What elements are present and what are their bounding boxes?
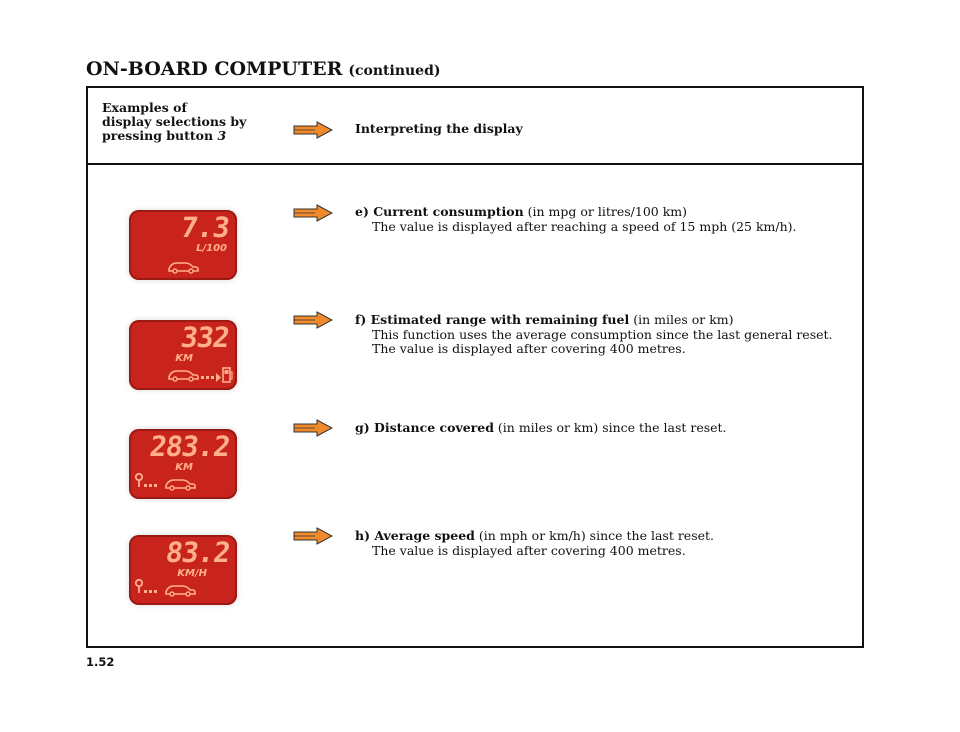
- flag-icon: [136, 474, 157, 487]
- column-header-line: Examples of: [102, 100, 187, 115]
- lcd-value: 7.3: [179, 211, 232, 244]
- arrow-icon: [293, 527, 333, 545]
- entry-label: e) Current consumption: [355, 204, 524, 219]
- lcd-value: 83.2: [163, 536, 232, 569]
- entry-current-consumption: [355, 205, 855, 234]
- lcd-display-distance: [129, 429, 237, 499]
- lcd-unit: KM: [175, 462, 193, 473]
- column-header-examples: [102, 101, 272, 143]
- entry-label: g) Distance covered: [355, 420, 494, 435]
- entry-label: h) Average speed: [355, 528, 475, 543]
- car-icon: [169, 371, 198, 381]
- fuel-pump-icon: [223, 368, 232, 382]
- entry-description: The value is displayed after covering 400 metres.: [372, 341, 686, 356]
- entry-suffix: (in miles or km): [629, 312, 734, 327]
- entry-suffix: (in mph or km/h) since the last reset.: [474, 528, 715, 543]
- button-reference: 3: [217, 128, 227, 143]
- page-title-suffix: (continued): [348, 63, 441, 79]
- distance-icons: [129, 429, 237, 499]
- lcd-unit: KM: [175, 353, 193, 364]
- arrow-icon: [293, 204, 333, 222]
- lcd-value: 332: [179, 321, 232, 354]
- car-icon: [166, 480, 195, 490]
- column-header-line: display selections by: [102, 114, 247, 129]
- arrow-icon: [293, 311, 333, 329]
- lcd-unit: L/100: [196, 243, 227, 254]
- entry-distance-covered: [355, 421, 855, 436]
- range-icons: [129, 320, 237, 390]
- lcd-unit: KM/H: [177, 568, 207, 579]
- flag-icon: [136, 580, 157, 593]
- entry-description: This function uses the average consumption since the last general reset.: [372, 326, 833, 342]
- entry-suffix: (in mpg or litres/100 km): [523, 204, 688, 219]
- entry-suffix: (in miles or km) since the last reset.: [493, 420, 727, 435]
- lcd-display-consumption: [129, 210, 237, 280]
- column-header-text: pressing button: [102, 128, 214, 143]
- entry-description: The value is displayed after covering 400 metres.: [372, 542, 686, 558]
- entry-average-speed: [355, 529, 855, 558]
- page-title-text: ON-BOARD COMPUTER: [86, 58, 343, 80]
- entry-title-line: [355, 421, 855, 436]
- entry-title-line: [355, 313, 855, 328]
- entry-estimated-range: [355, 313, 855, 357]
- car-icon: [166, 586, 195, 596]
- arrow-icon: [293, 419, 333, 437]
- speed-icons: [129, 535, 237, 605]
- header-divider: [86, 163, 864, 165]
- entry-title-line: [355, 529, 855, 544]
- lcd-display-average-speed: [129, 535, 237, 605]
- lcd-display-range: [129, 320, 237, 390]
- page-number: 1.52: [86, 655, 115, 669]
- car-icon: [129, 210, 237, 280]
- column-header-interpreting: Interpreting the display: [355, 121, 523, 136]
- arrow-icon: [293, 121, 333, 139]
- entry-label: f) Estimated range with remaining fuel: [355, 312, 630, 327]
- entry-title-line: [355, 205, 855, 220]
- entry-description: The value is displayed after reaching a speed of 15 mph (25 km/h).: [372, 218, 797, 234]
- dotted-arrow-icon: [201, 373, 221, 382]
- lcd-value: 283.2: [147, 430, 232, 463]
- page-title: [86, 58, 441, 80]
- column-header-line: [102, 129, 272, 143]
